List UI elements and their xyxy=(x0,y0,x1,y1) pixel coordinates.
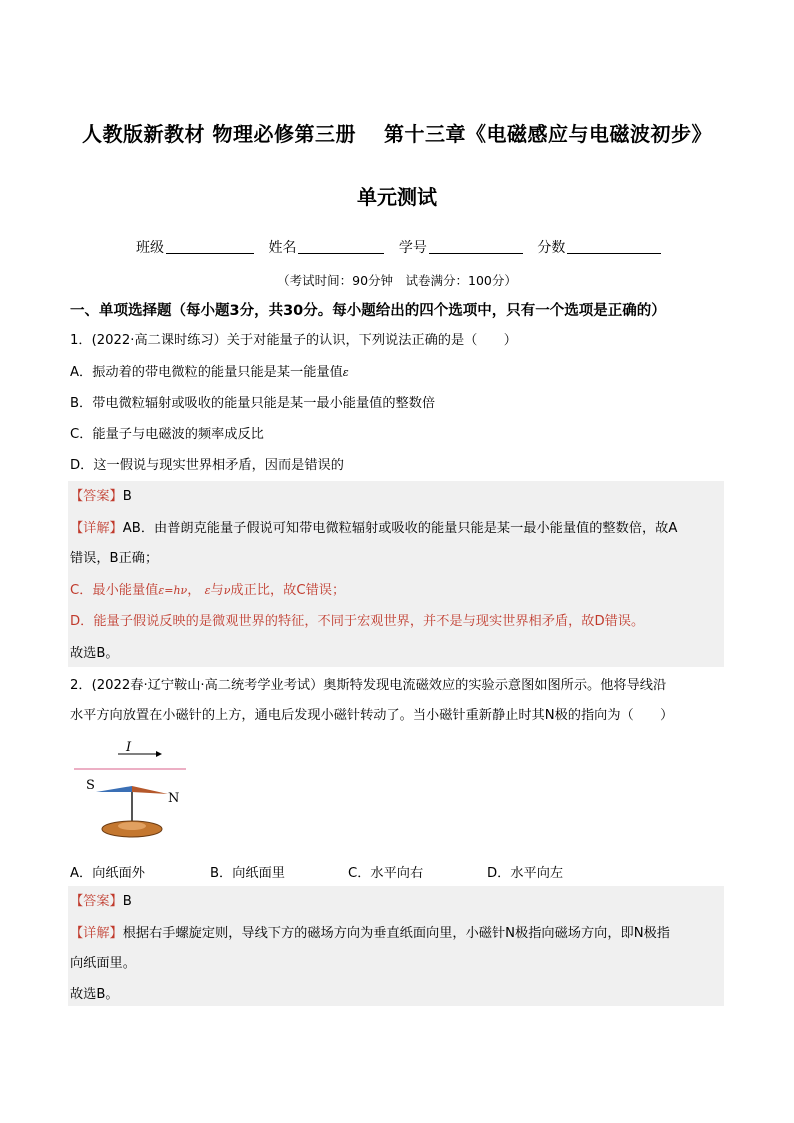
title-part2: 第十三章《电磁感应与电磁波初步》 xyxy=(383,122,712,146)
n-pole-label: N xyxy=(168,791,180,806)
q2-conclusion: 故选B。 xyxy=(70,987,119,1002)
q1-conclusion: 故选B。 xyxy=(70,646,119,661)
q2-option-c: C．水平向右 xyxy=(348,866,424,881)
current-label: I xyxy=(126,740,132,755)
id-label: 学号 xyxy=(398,240,427,256)
needle-south-half xyxy=(96,786,132,792)
q2-option-b: B．向纸面里 xyxy=(210,866,285,881)
s-pole-label: S xyxy=(86,778,95,793)
document-title xyxy=(0,118,794,147)
needle-north-half xyxy=(132,786,168,794)
score-blank[interactable] xyxy=(567,239,661,254)
q2-detail-line1: 【详解】根据右手螺旋定则，导线下方的磁场方向为垂直纸面向里，小磁针N极指向磁场方向，即N极指 xyxy=(70,926,670,941)
current-arrow-head xyxy=(156,751,162,757)
class-label: 班级 xyxy=(136,240,164,256)
q1-option-c: C．能量子与电磁波的频率成反比 xyxy=(70,427,264,442)
document-subtitle: 单元测试 xyxy=(357,185,437,209)
class-blank[interactable] xyxy=(166,239,254,254)
q1-detail-line2: 错误，B正确； xyxy=(70,551,159,566)
section-heading: 一、单项选择题（每小题3分，共30分。每小题给出的四个选项中，只有一个选项是正确的） xyxy=(70,303,666,319)
q2-answer: 【答案】B xyxy=(70,894,132,909)
id-blank[interactable] xyxy=(429,239,523,254)
score-label: 分数 xyxy=(537,240,566,256)
epsilon-symbol: ε xyxy=(342,366,349,379)
q2-stem-line1: 2．(2022春·辽宁鞍山·高二统考学业考试）奥斯特发现电流磁效应的实验示意图如图所示。他将导线沿 xyxy=(70,678,667,693)
q1-answer: 【答案】B xyxy=(70,489,132,504)
q2-option-d: D．水平向左 xyxy=(487,866,564,881)
q1-detail-c: C．最小能量值ε=hν， ε与ν成正比，故C错误； xyxy=(70,583,346,598)
q2-stem-line2: 水平方向放置在小磁针的上方，通电后发现小磁针转动了。当小磁针重新静止时其N极的指向为（ ） xyxy=(70,708,674,723)
q2-detail-line2: 向纸面里。 xyxy=(70,956,136,971)
q1-detail-line1: 【详解】AB．由普朗克能量子假说可知带电微粒辐射或吸收的能量只能是某一最小能量值的整数倍，故A xyxy=(70,521,678,536)
exam-note: （考试时间：90分钟 试卷满分：100分） xyxy=(277,273,517,288)
q1-detail-d: D．能量子假说反映的是微观世界的特征，不同于宏观世界，并不是与现实世界相矛盾，故D错误。 xyxy=(70,614,645,629)
oersted-experiment-figure xyxy=(72,740,192,845)
q1-stem: 1．(2022·高二课时练习）关于对能量子的认识，下列说法正确的是（ ） xyxy=(70,333,517,348)
name-blank[interactable] xyxy=(298,239,384,254)
title-part1: 人教版新教材 物理必修第三册 xyxy=(82,122,356,146)
q1-option-b: B．带电微粒辐射或吸收的能量只能是某一最小能量值的整数倍 xyxy=(70,396,436,411)
name-label: 姓名 xyxy=(268,240,297,256)
student-info-row xyxy=(136,237,671,257)
q1-option-a: A．振动着的带电微粒的能量只能是某一能量值ε xyxy=(70,365,349,380)
stand-base-top xyxy=(118,822,146,830)
q1-option-d: D．这一假说与现实世界相矛盾，因而是错误的 xyxy=(70,458,344,473)
q2-option-a: A．向纸面外 xyxy=(70,866,145,881)
q2-answer-block xyxy=(68,886,724,1006)
q1-answer-block xyxy=(68,481,724,667)
